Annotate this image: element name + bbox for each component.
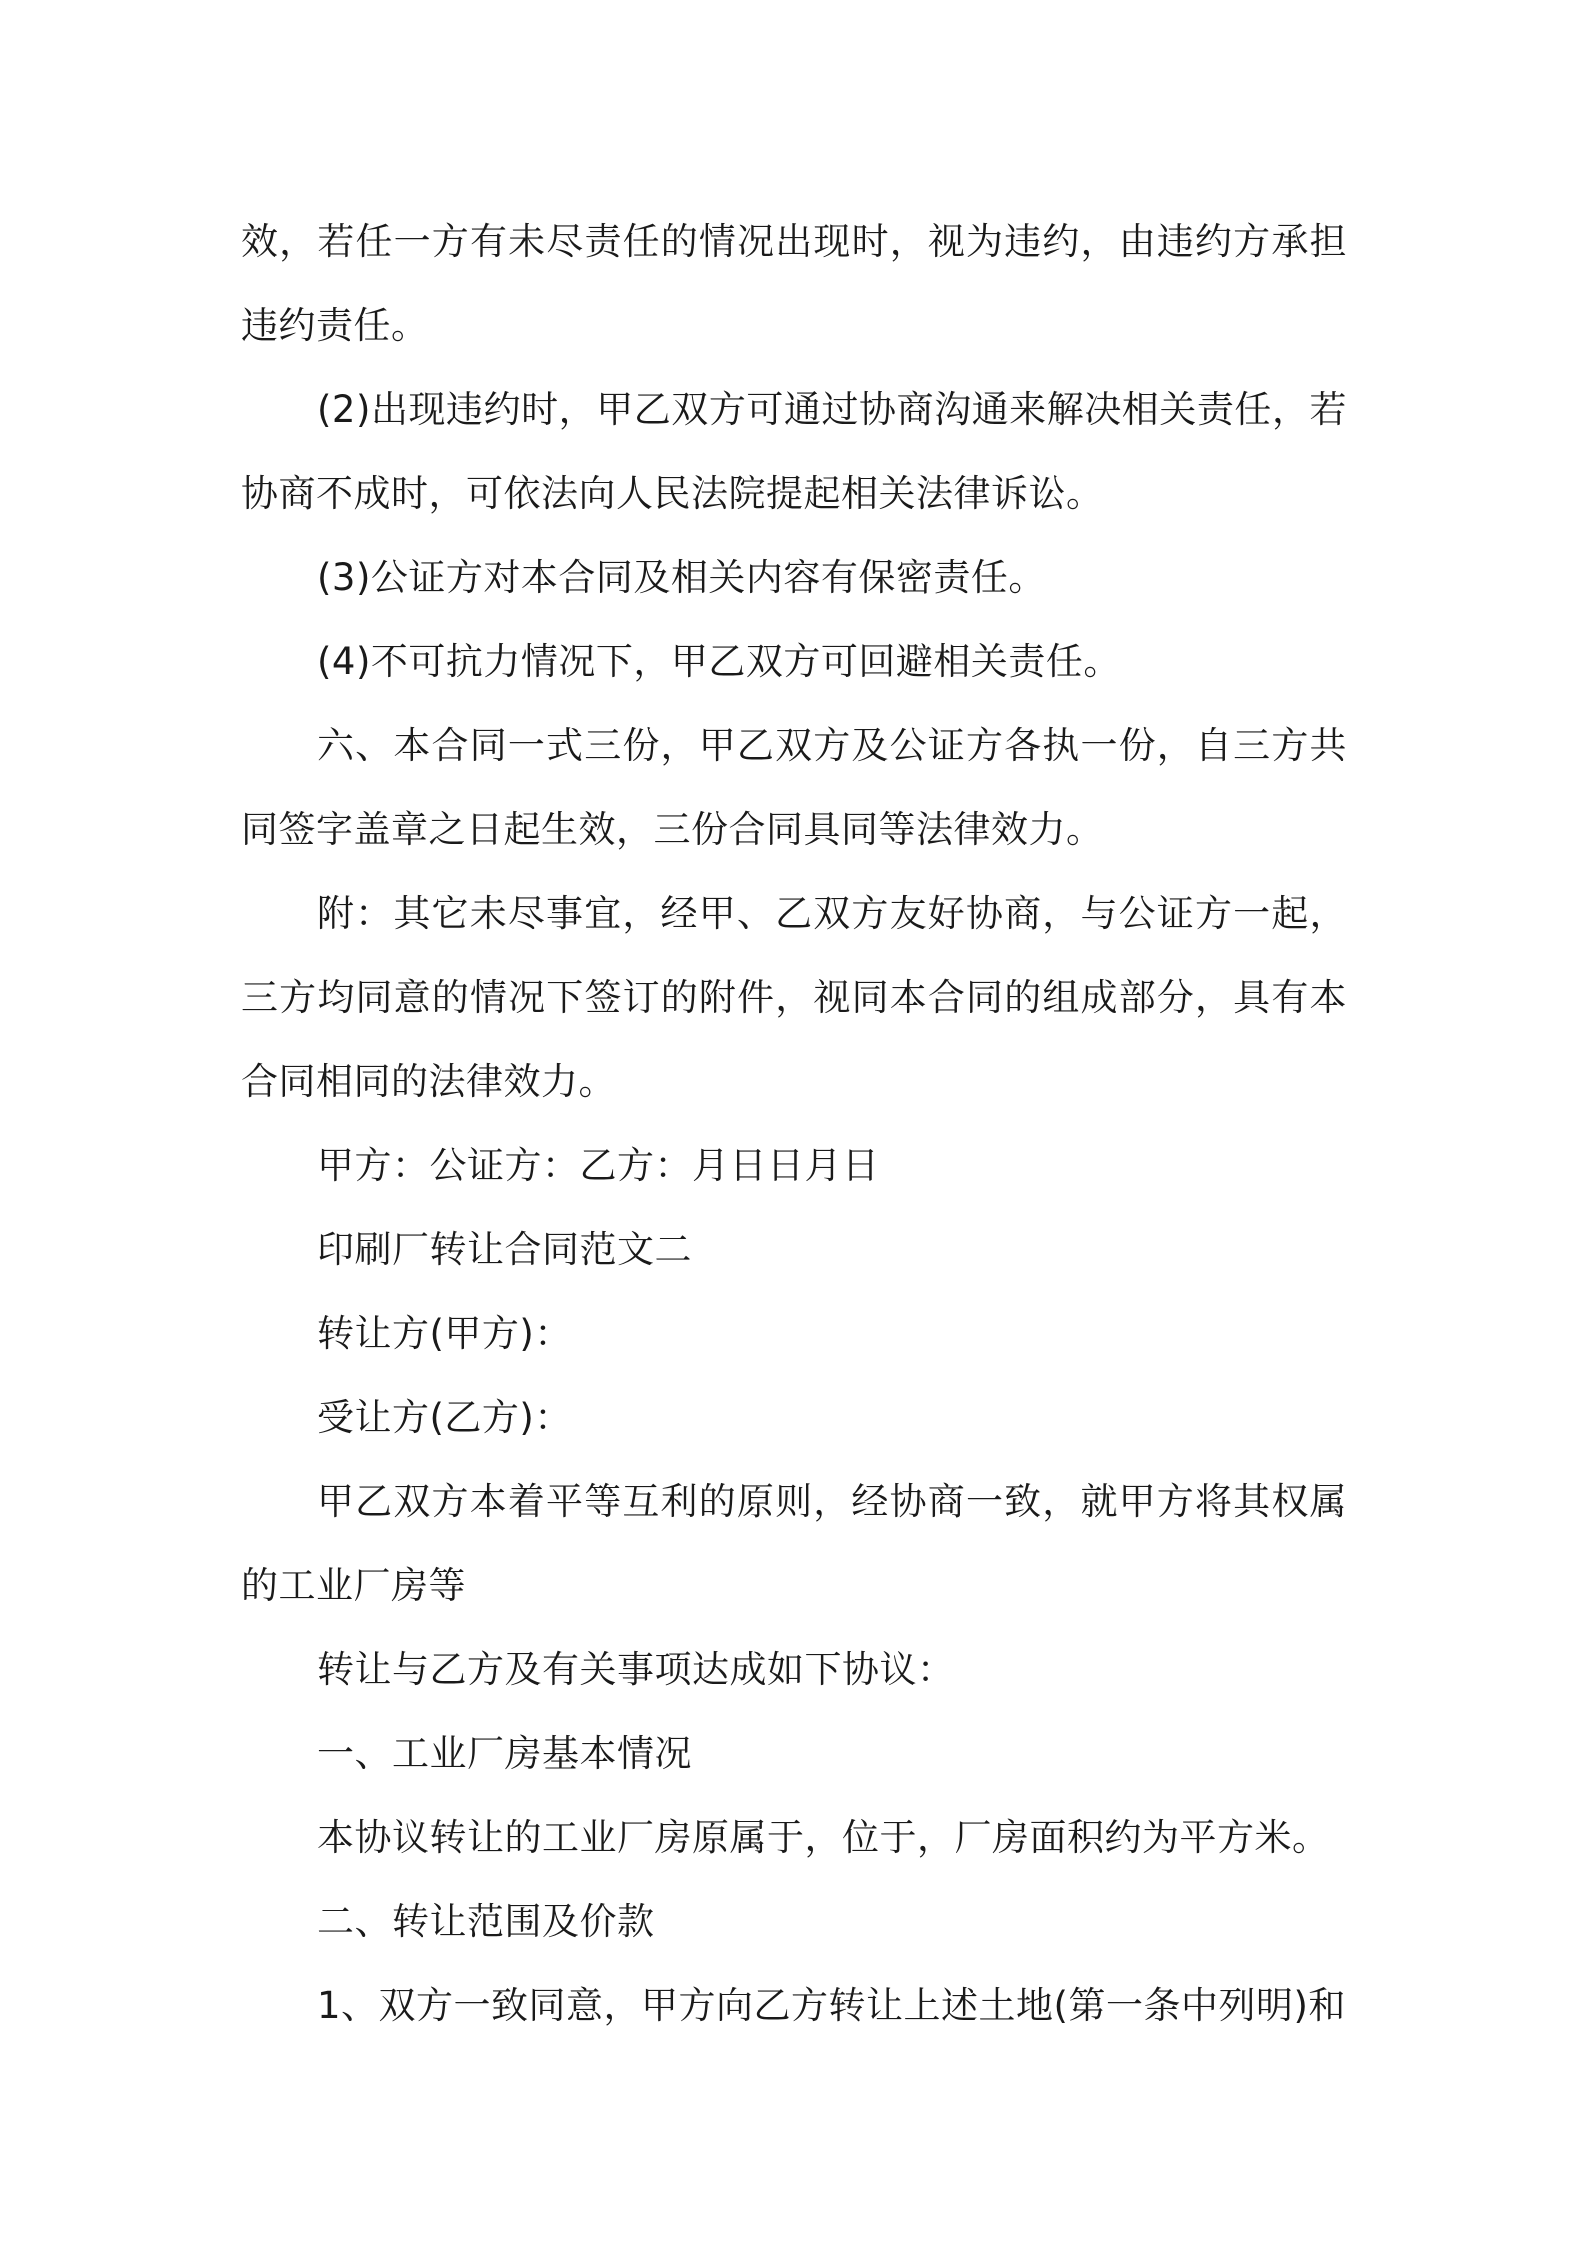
section-title: 印刷厂转让合同范文二 xyxy=(317,1228,692,1271)
clause-heading: 二、转让范围及价款 xyxy=(317,1900,655,1943)
paragraph: 效，若任一方有未尽责任的情况出现时，视为违约，由违约方承担违约责任。 xyxy=(241,220,1347,347)
paragraph: (2)出现违约时，甲乙双方可通过协商沟通来解决相关责任，若协商不成时，可依法向人民法院提起相关法律诉讼。 xyxy=(241,388,1347,515)
transferee-line: 受让方(乙方)： xyxy=(317,1396,572,1439)
clause-heading: 一、工业厂房基本情况 xyxy=(317,1732,692,1775)
transferor-line: 转让方(甲方)： xyxy=(317,1312,572,1355)
paragraph: (4)不可抗力情况下，甲乙双方可回避相关责任。 xyxy=(317,640,1121,683)
paragraph: 本协议转让的工业厂房原属于，位于，厂房面积约为平方米。 xyxy=(317,1816,1330,1859)
paragraph: 六、本合同一式三份，甲乙双方及公证方各执一份，自三方共同签字盖章之日起生效，三份合同具同等法律效力。 xyxy=(241,724,1347,851)
paragraph: 附：其它未尽事宜，经甲、乙双方友好协商，与公证方一起，三方均同意的情况下签订的附件，视同本合同的组成部分，具有本合同相同的法律效力。 xyxy=(241,892,1347,1103)
signature-line: 甲方：公证方：乙方：月日日月日 xyxy=(317,1144,880,1187)
paragraph: (3)公证方对本合同及相关内容有保密责任。 xyxy=(317,556,1046,599)
document-body xyxy=(241,200,1347,2048)
paragraph: 甲乙双方本着平等互利的原则，经协商一致，就甲方将其权属的工业厂房等 xyxy=(241,1480,1347,1607)
paragraph: 1、双方一致同意，甲方向乙方转让上述土地(第一条中列明)和 xyxy=(317,1984,1346,2027)
paragraph: 转让与乙方及有关事项达成如下协议： xyxy=(317,1648,955,1691)
